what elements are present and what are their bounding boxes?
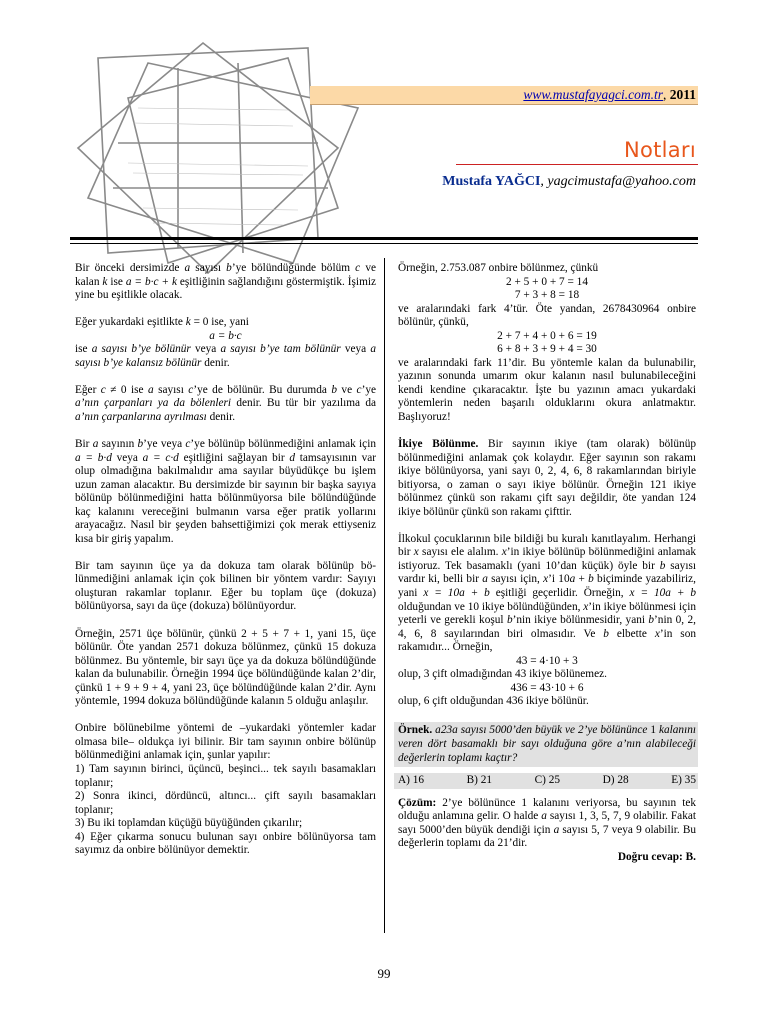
paragraph: İlkokul çocuklarının bile bildiği bu kuralı kanıtlayalım. Herhangi bir x sayısı ele alalım. x’in ikiye bölünüp bölünmediğini anlamak istiyoruz. Tek basamaklı (yani 10’dan küçük) öyle bir b sayısı vardır ki, belli bir a sayısı için, x’i 10a + b biçiminde yazabiliriz, yani x = 10a + b eşitliği geçerlidir. Örneğin, x = 10a + b olduğundan ve 10 ikiye bölündüğünden, x’in ikiye bölünmesi için yeterli ve gerekli koşul b’nin ikiye bölünmesidir, yani b’nin 0, 2, 4, 6, 8 sayılarından biri olmasıdır. Ve b elbette x’in son rakamıdır... Örneğin, bbox=[398, 532, 697, 654]
url-separator: , bbox=[662, 87, 667, 102]
equation: 2 + 7 + 4 + 0 + 6 = 19 bbox=[497, 329, 597, 342]
equation: 7 + 3 + 8 = 18 bbox=[514, 289, 580, 302]
equation: 6 + 8 + 3 + 9 + 4 = 30 bbox=[497, 343, 597, 356]
choice-e[interactable]: E) 35 bbox=[671, 774, 696, 787]
header-divider-thick bbox=[70, 237, 698, 240]
solution-title: Çözüm: bbox=[398, 796, 437, 809]
solution: Çözüm: 2’ye bölününce 1 kalanını veriyorsa, bu sayının tek olduğu anlamına gelir. O halde a sayısı 1, 3, 5, 7, 9 olabilir. Fakat sayı 5000’den büyük dendiği için a sayısı 5, 7 veya 9 olabilir. Bu değerlerin toplamı da 21’dir. bbox=[398, 796, 697, 850]
left-column bbox=[75, 262, 376, 858]
paragraph: Örneğin, 2571 üçe bölünür, çünkü 2 + 5 + 7 + 1, yani 15, üçe bölünür. Öte yandan 2571 dokuza bölünmez, çünkü 15 dokuza bölünmez. Bu yöntemle, bir sayı üçe ya da dokuza bölündüğünde kalan da bulunabilir. Örneğin 1994 üçe bölündüğünde kalan 2’dir, çünkü 1 + 9 + 9 + 4, yani 23, üçe bölündüğünde kalan 2’dir. Aynı yöntemle, 1994 dokuza bölündüğünde kalanın 5 olduğu anlaşılır. bbox=[75, 627, 376, 708]
list-item: 4) Eğer çıkarma sonucu bulunan sayı onbire bölünüyorsa tam sayımız da onbire bölünüyor demektir. bbox=[75, 830, 376, 857]
paragraph: Bir tam sayının üçe ya da dokuza tam olarak bölünüp bölünmediğini anlamak için çok bilinen bir yöntem vardır: Sayıyı oluşturan rakamlar toplanır. Eğer bu toplam üçe (dokuza) bölünüyorsa, sayı da üçe (dokuza) bölünüyordur. bbox=[75, 559, 376, 613]
equation: 2 + 5 + 0 + 7 = 14 bbox=[506, 275, 588, 288]
paragraph: Eğer yukardaki eşitlikte k = 0 ise, yani bbox=[75, 316, 249, 329]
choice-d[interactable]: D) 28 bbox=[602, 774, 629, 787]
paragraph: olup, 6 çift olduğundan 436 ikiye bölünür. bbox=[398, 695, 589, 708]
author-name: Mustafa YAĞCI bbox=[442, 174, 541, 189]
header-year: 2011 bbox=[669, 87, 696, 102]
choice-a[interactable]: A) 16 bbox=[398, 774, 425, 787]
list-item: 1) Tam sayının birinci, üçüncü, beşinci... tek sayılı basamakları toplanır; bbox=[75, 762, 376, 789]
website-banner bbox=[310, 86, 698, 105]
equation: 43 = 4·10 + 3 bbox=[516, 654, 578, 667]
list-item: 2) Sonra ikinci, dördüncü, altıncı... çift sayılı basamakları toplanır; bbox=[75, 790, 376, 816]
choice-b[interactable]: B) 21 bbox=[466, 774, 493, 787]
section-title: Notları bbox=[623, 138, 696, 162]
paragraph: ise a sayısı b’ye bölünür veya a sayısı b’ye tam bölünür veya a sayısı b’ye kalansız bölünür denir. bbox=[75, 343, 376, 369]
correct-answer: Doğru cevap: B. bbox=[617, 850, 696, 863]
header-divider-thin bbox=[70, 243, 698, 244]
website-link[interactable]: www.mustafayagci.com.tr bbox=[523, 87, 663, 102]
page-number: 99 bbox=[377, 966, 391, 981]
example-box: Örnek. a23a sayısı 5000’den büyük ve 2’ye bölününce 1 kalanını veren dört basamaklı bir sayı olduğuna göre a’nın alabileceği değerlerin toplamı kaçtır? bbox=[394, 722, 698, 767]
paragraph: Onbire bölünebilme yöntemi de –yukardaki yöntemler kadar olmasa bile– oldukça iyi bilinir. Bir tam sayının onbire bölünüp bölünmediğini anlamak için, şunlar yapılır: bbox=[75, 722, 376, 762]
paragraph: Bir a sayının b’ye veya c’ye bölünüp bölünmediğini anlamak için a = b·d veya a = c·d eşitliğini sağlayan bir d tamsayısının var olup olmadığına bakılmalıdır ama sayılar büyüdükçe bu işlem uzun zaman alacaktır. Bu dersimizde bir sayının bir başka sayıya bölünüp bölünmediğini hatta bölünmüyorsa bile bölündüğünde kaç kalanını vereceğini bulmanın varsa eğer pratik yollarını arayacağız. Nasıl bir şeyden bahsettiğimizi çok merak ettiyseniz kısa bir giriş yapalım. bbox=[75, 437, 376, 545]
equation: a = b·c bbox=[209, 329, 242, 342]
list-item: 3) Bu iki toplamdan küçüğü büyüğünden çıkarılır; bbox=[75, 817, 303, 830]
answer-choices bbox=[394, 773, 698, 789]
overlapping-squares-logo bbox=[58, 38, 388, 278]
title-underline bbox=[456, 164, 698, 165]
subsection-title: İkiye Bölünme. bbox=[398, 438, 479, 451]
paragraph: Örneğin, 2.753.087 onbire bölünmez, çünkü bbox=[398, 262, 599, 274]
equation: 436 = 43·10 + 6 bbox=[510, 681, 584, 694]
column-divider bbox=[384, 258, 385, 933]
choice-c[interactable]: C) 25 bbox=[534, 774, 561, 787]
paragraph: ve aralarındaki fark 4’tür. Öte yandan, 2678430964 onbire bölünür, çünkü, bbox=[398, 302, 696, 329]
paragraph: Eğer c ≠ 0 ise a sayısı c’ye de bölünür. Bu durumda b ve c’ye a’nın çarpanları ya da bölenleri denir. Bu tür bir yazılıma da a’nın çarpanlarına ayrılması denir. bbox=[75, 383, 376, 423]
paragraph: Bir önceki dersimizde a sayısı b’ye bölündüğünde bölüm c ve kalan k ise a = b·c + k eşitliğinin sağlandığını göstermiştik. İşimiz yine bu eşitlikle olacak. bbox=[75, 262, 377, 302]
paragraph: İkiye Bölünme. Bir sayının ikiye (tam olarak) bölünüp bölünmediğini anlamak çok kolaydır. Eğer sayının son rakamı ikiye bölünüyorsa, yani sayı 0, 2, 4, 6, 8 rakamlarından biriyle bitiyorsa, o zaman o sayı ikiye bölünür. Örneğin 121 ikiye bölünmez çünkü son rakamı çift sayı değildir, öte yandan 124 ikiye bölünür çünkü son rakamı çifttir. bbox=[398, 438, 696, 518]
author-email[interactable]: , yagcimustafa@yahoo.com bbox=[540, 174, 696, 189]
paragraph: ve aralarındaki fark 11’dir. Bu yöntemle kalan da bulunabilir, yazının sonunda umarım okur kalanın nasıl bulunabileceğini kendi kendine çıkaracaktır. İşte bu yazının amacı yukardaki yöntemlerin neden başarılı olduklarını okura anlatmaktır. Başlıyoruz! bbox=[398, 356, 696, 424]
right-column bbox=[398, 262, 696, 864]
author-line bbox=[442, 174, 696, 190]
paragraph: olup, 3 çift olmadığından 43 ikiye bölünemez. bbox=[398, 668, 607, 681]
example-title: Örnek. bbox=[398, 724, 433, 737]
